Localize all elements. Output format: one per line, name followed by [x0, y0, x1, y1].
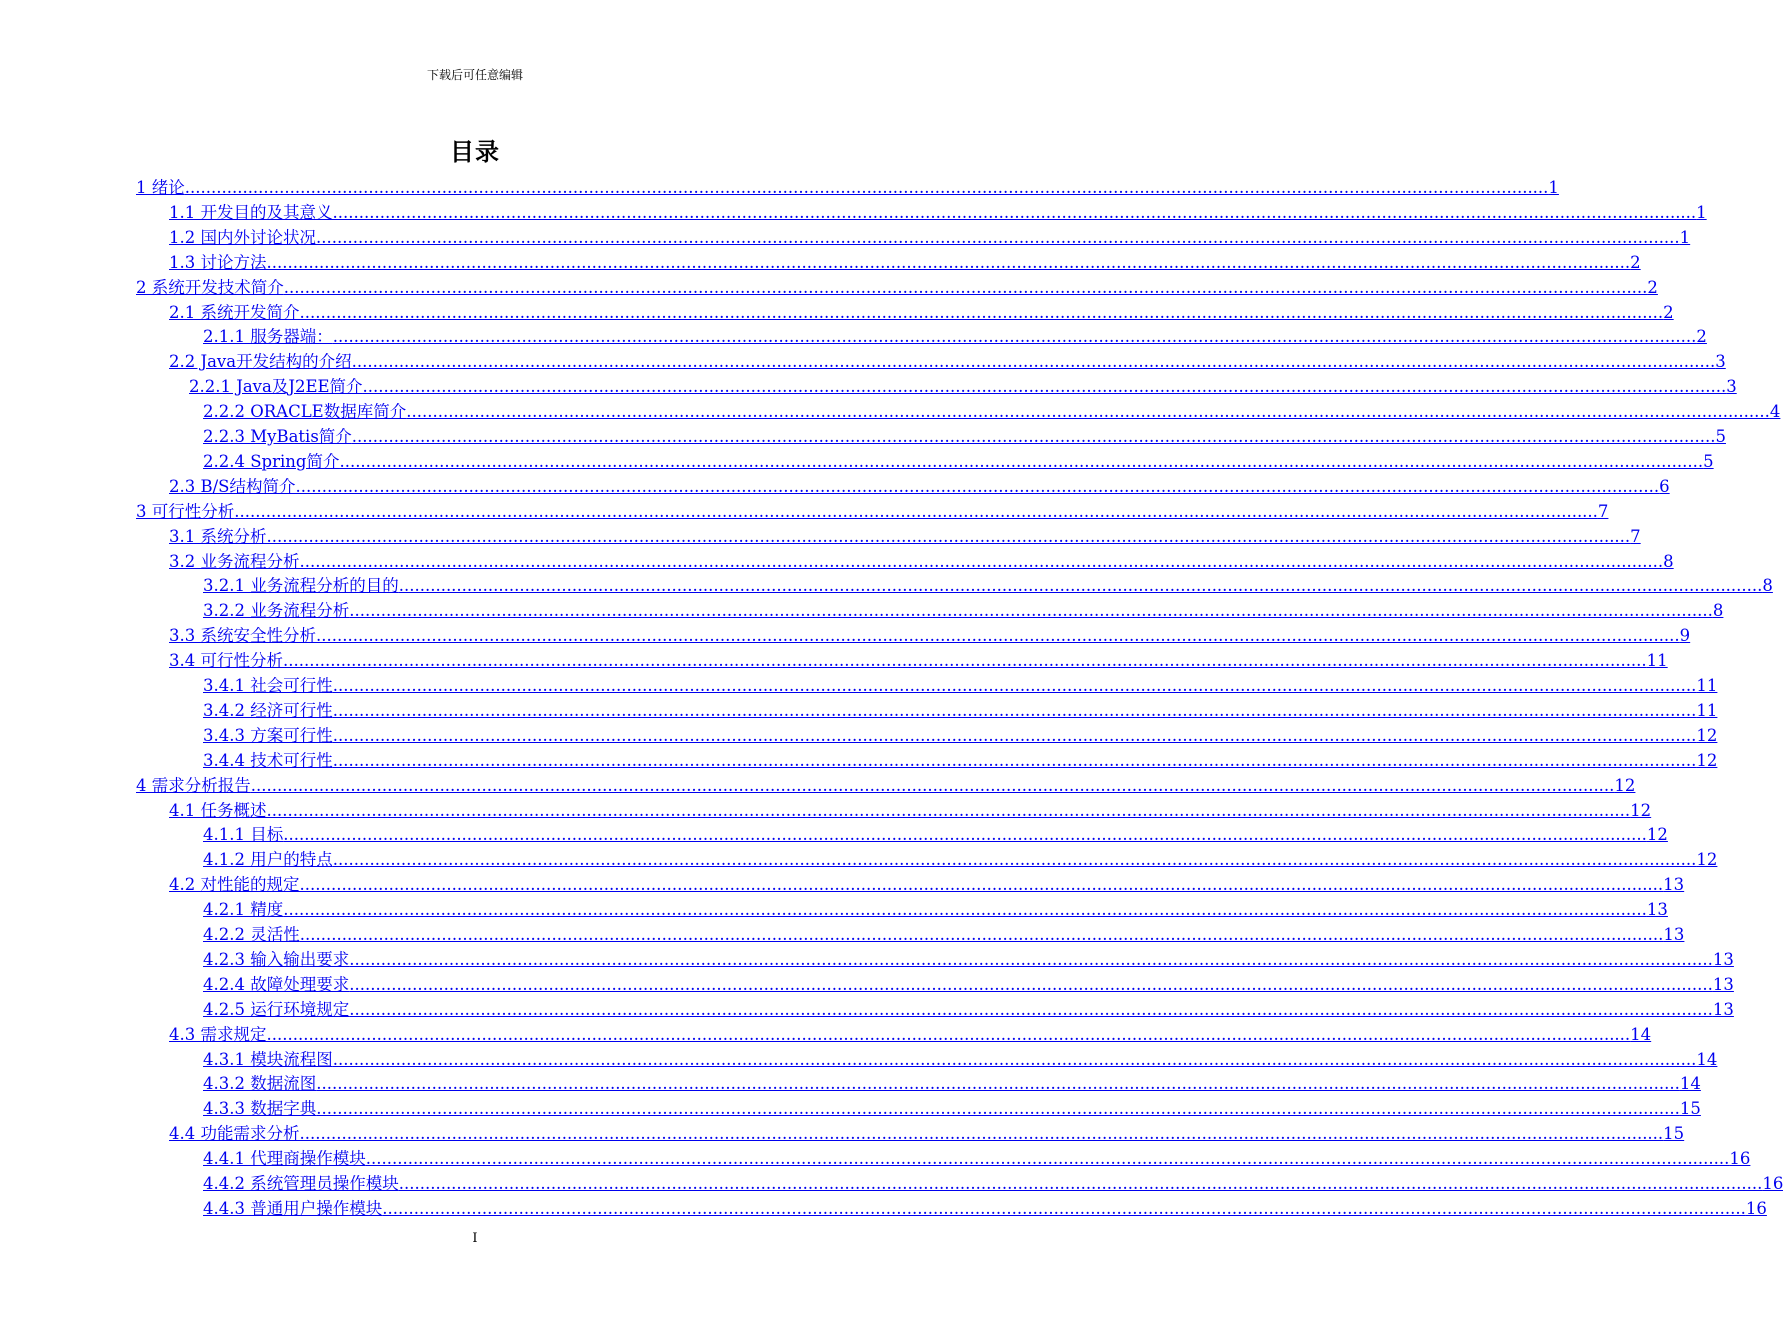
toc-entry-title: 4.1.2 用户的特点	[203, 850, 333, 870]
toc-dot-leader: ....................................................................................................................................................................................................................................................................	[332, 327, 1697, 347]
toc-dot-leader: ....................................................................................................................................................................................................................................................................	[398, 576, 1763, 596]
toc-entry-title: 2.1 系统开发简介	[169, 302, 300, 322]
toc-dot-leader: ....................................................................................................................................................................................................................................................................	[250, 775, 1615, 795]
toc-dot-leader: ....................................................................................................................................................................................................................................................................	[398, 1174, 1763, 1193]
toc-entry[interactable]	[203, 1070, 1701, 1095]
toc-entry[interactable]	[203, 1046, 1718, 1071]
toc-dot-leader: ....................................................................................................................................................................................................................................................................	[283, 900, 1647, 920]
toc-entry[interactable]	[203, 672, 1718, 697]
page-header: 下载后可任意编辑	[426, 68, 523, 82]
toc-dot-leader: ....................................................................................................................................................................................................................................................................	[339, 451, 1704, 471]
toc-entry-title: 4 需求分析报告	[136, 775, 251, 795]
toc-dot-leader: ....................................................................................................................................................................................................................................................................	[362, 377, 1727, 397]
toc-dot-leader: ....................................................................................................................................................................................................................................................................	[295, 476, 1660, 496]
toc-entry-page: 1	[1696, 202, 1707, 222]
toc-entry-page: 5	[1715, 427, 1726, 446]
toc-entry-title: 4.3 需求规定	[169, 1024, 267, 1044]
page-number: I	[472, 1231, 478, 1246]
toc-entry[interactable]	[203, 946, 1734, 971]
toc-entry[interactable]	[203, 747, 1718, 772]
toc-entry[interactable]	[136, 174, 1559, 199]
toc-entry[interactable]	[203, 572, 1773, 597]
toc-entry-title: 3.2.2 业务流程分析	[203, 601, 350, 621]
toc-entry-page: 12	[1696, 725, 1718, 745]
toc-entry[interactable]	[203, 921, 1685, 946]
toc-entry-title: 1.3 讨论方法	[169, 252, 267, 272]
toc-entry-title: 3.4 可行性分析	[169, 651, 283, 671]
toc-dot-leader: ....................................................................................................................................................................................................................................................................	[332, 750, 1697, 770]
toc-entry-title: 3.2.1 业务流程分析的目的	[203, 576, 399, 596]
toc-entry[interactable]	[203, 398, 1781, 423]
toc-entry-page: 2	[1696, 327, 1707, 347]
toc-entry-title: 4.4 功能需求分析	[169, 1124, 300, 1144]
toc-entry[interactable]	[136, 772, 1636, 797]
toc-entry-page: 14	[1630, 1024, 1652, 1044]
toc-entry-page: 13	[1663, 925, 1685, 944]
toc-dot-leader: ....................................................................................................................................................................................................................................................................	[266, 800, 1631, 820]
toc-entry[interactable]	[169, 548, 1674, 573]
toc-dot-leader: ....................................................................................................................................................................................................................................................................	[349, 999, 1713, 1019]
toc-entry[interactable]	[203, 448, 1714, 473]
toc-entry-title: 4.3.1 模块流程图	[203, 1049, 333, 1069]
toc-entry-title: 4.4.2 系统管理员操作模块	[203, 1174, 399, 1193]
toc-dot-leader: ....................................................................................................................................................................................................................................................................	[184, 178, 1549, 197]
toc-entry-title: 3.2 业务流程分析	[169, 551, 300, 571]
toc-entry-page: 8	[1762, 576, 1773, 596]
toc-entry-page: 3	[1715, 352, 1726, 372]
toc-entry-page: 7	[1630, 526, 1641, 546]
toc-entry-title: 4.2.5 运行环境规定	[203, 999, 350, 1019]
toc-entry[interactable]	[203, 821, 1668, 846]
toc-entry-title: 2.1.1 服务器端：	[203, 327, 333, 347]
toc-entry-title: 4.2.3 输入输出要求	[203, 949, 350, 969]
toc-entry-title: 1 绪论	[136, 178, 185, 197]
toc-entry[interactable]	[169, 473, 1670, 498]
toc-entry-title: 2.2.3 MyBatis简介	[203, 427, 352, 446]
toc-entry-page: 13	[1712, 949, 1734, 969]
toc-dot-leader: ....................................................................................................................................................................................................................................................................	[349, 949, 1713, 969]
toc-dot-leader: ....................................................................................................................................................................................................................................................................	[266, 252, 1631, 272]
toc-entry-title: 4.1.1 目标	[203, 825, 284, 845]
toc-entry-page: 15	[1663, 1124, 1685, 1144]
toc-entry-title: 2 系统开发技术简介	[136, 277, 284, 297]
toc-entry[interactable]	[169, 797, 1652, 822]
toc-entry-page: 13	[1712, 974, 1734, 994]
toc-entry-page: 12	[1630, 800, 1652, 820]
toc-dot-leader: ....................................................................................................................................................................................................................................................................	[316, 1074, 1680, 1094]
toc-entry[interactable]	[203, 846, 1718, 871]
toc-title: 目录	[450, 137, 500, 166]
toc-entry-page: 12	[1614, 775, 1636, 795]
toc-entry[interactable]	[169, 1120, 1685, 1145]
toc-dot-leader: ....................................................................................................................................................................................................................................................................	[316, 1099, 1680, 1119]
toc-entry-title: 2.3 B/S结构简介	[169, 476, 296, 496]
toc-dot-leader: ....................................................................................................................................................................................................................................................................	[332, 1049, 1697, 1069]
toc-entry[interactable]	[203, 1195, 1767, 1220]
toc-entry-title: 4.2.2 灵活性	[203, 925, 300, 944]
toc-entry-page: 4	[1769, 402, 1781, 422]
toc-entry[interactable]	[169, 299, 1674, 324]
toc-dot-leader: ....................................................................................................................................................................................................................................................................	[332, 676, 1697, 695]
toc-entry-title: 2.2.4 Spring简介	[203, 451, 340, 471]
toc-entry-title: 4.2.4 故障处理要求	[203, 974, 350, 994]
toc-entry-title: 4.4.3 普通用户操作模块	[203, 1198, 383, 1218]
toc-entry[interactable]	[203, 996, 1734, 1021]
toc-entry-page: 13	[1712, 999, 1734, 1019]
toc-entry[interactable]	[169, 647, 1668, 672]
toc-entry-title: 4.2 对性能的规定	[169, 875, 300, 895]
toc-entry[interactable]	[203, 597, 1724, 622]
toc-entry-title: 4.3.3 数据字典	[203, 1099, 317, 1119]
toc-entry[interactable]	[203, 423, 1726, 448]
toc-entry-page: 14	[1696, 1049, 1718, 1069]
toc-entry-page: 12	[1696, 850, 1718, 870]
toc-entry-title: 3.4.1 社会可行性	[203, 676, 333, 695]
toc-entry-title: 3.4.3 方案可行性	[203, 725, 333, 745]
toc-entry-title: 4.2.1 精度	[203, 900, 284, 920]
toc-entry[interactable]	[169, 199, 1707, 224]
toc-entry[interactable]	[136, 498, 1609, 523]
toc-dot-leader: ....................................................................................................................................................................................................................................................................	[332, 725, 1697, 745]
toc-entry[interactable]	[203, 1170, 1783, 1195]
toc-dot-leader: ....................................................................................................................................................................................................................................................................	[283, 825, 1647, 845]
toc-dot-leader: ....................................................................................................................................................................................................................................................................	[299, 551, 1664, 571]
toc-dot-leader: ....................................................................................................................................................................................................................................................................	[266, 526, 1631, 546]
toc-dot-leader: ....................................................................................................................................................................................................................................................................	[382, 1198, 1746, 1218]
toc-entry-page: 13	[1646, 900, 1668, 920]
toc-entry-page: 12	[1646, 825, 1668, 845]
toc-entry[interactable]	[169, 622, 1691, 647]
toc-entry-title: 1.1 开发目的及其意义	[169, 202, 333, 222]
toc-entry-page: 15	[1679, 1099, 1701, 1119]
toc-entry[interactable]	[203, 1095, 1701, 1120]
toc-dot-leader: ....................................................................................................................................................................................................................................................................	[332, 850, 1697, 870]
toc-dot-leader: ....................................................................................................................................................................................................................................................................	[349, 974, 1713, 994]
toc-dot-leader: ....................................................................................................................................................................................................................................................................	[266, 1024, 1631, 1044]
toc-entry-page: 12	[1696, 750, 1718, 770]
toc-dot-leader: ....................................................................................................................................................................................................................................................................	[406, 402, 1770, 422]
toc-dot-leader: ....................................................................................................................................................................................................................................................................	[349, 601, 1713, 621]
toc-entry-title: 4.4.1 代理商操作模块	[203, 1149, 366, 1169]
toc-entry-title: 1.2 国内外讨论状况	[169, 227, 316, 247]
toc-entry-title: 3.4.2 经济可行性	[203, 700, 333, 720]
toc-dot-leader: ....................................................................................................................................................................................................................................................................	[316, 227, 1680, 247]
toc-entry-page: 2	[1647, 277, 1658, 297]
toc-entry-page: 1	[1548, 178, 1559, 197]
toc-entry-title: 3.1 系统分析	[169, 526, 267, 546]
toc-entry-page: 8	[1712, 601, 1724, 621]
toc-entry-title: 3.3 系统安全性分析	[169, 626, 316, 646]
toc-entry[interactable]	[203, 697, 1718, 722]
toc-dot-leader: ....................................................................................................................................................................................................................................................................	[299, 925, 1664, 944]
toc-entry[interactable]	[169, 871, 1685, 896]
toc-entry-page: 16	[1745, 1198, 1767, 1218]
toc-entry[interactable]	[203, 323, 1707, 348]
toc-entry[interactable]	[169, 1021, 1652, 1046]
toc-entry-page: 9	[1679, 626, 1691, 646]
toc-entry-title: 3 可行性分析	[136, 501, 235, 521]
toc-entry[interactable]	[169, 224, 1691, 249]
toc-entry-page: 1	[1679, 227, 1691, 247]
toc-dot-leader: ....................................................................................................................................................................................................................................................................	[299, 302, 1664, 322]
toc-entry-title: 2.2.1 Java及J2EE简介	[189, 377, 363, 397]
toc-dot-leader: ....................................................................................................................................................................................................................................................................	[365, 1149, 1730, 1169]
toc-dot-leader: ....................................................................................................................................................................................................................................................................	[351, 352, 1716, 372]
toc-entry-page: 16	[1729, 1149, 1751, 1169]
toc-entry-title: 2.2.2 ORACLE数据库简介	[203, 402, 407, 422]
toc-entry[interactable]	[203, 1145, 1751, 1170]
toc-entry-page: 3	[1726, 377, 1737, 397]
toc-entry-title: 3.4.4 技术可行性	[203, 750, 333, 770]
toc-entry-title: 4.1 任务概述	[169, 800, 267, 820]
toc-entry-page: 13	[1663, 875, 1685, 895]
toc-dot-leader: ....................................................................................................................................................................................................................................................................	[299, 1124, 1664, 1144]
toc-entry[interactable]	[189, 373, 1737, 398]
toc-entry-page: 5	[1703, 451, 1714, 471]
toc-entry-page: 11	[1696, 676, 1718, 695]
toc-entry-page: 11	[1646, 651, 1668, 671]
toc-entry-page: 7	[1597, 501, 1609, 521]
toc-entry[interactable]	[136, 274, 1658, 299]
toc-dot-leader: ....................................................................................................................................................................................................................................................................	[283, 277, 1648, 297]
toc-dot-leader: ....................................................................................................................................................................................................................................................................	[332, 700, 1697, 720]
toc-entry[interactable]	[169, 523, 1641, 548]
toc-entry-page: 2	[1663, 302, 1674, 322]
toc-entry-page: 8	[1663, 551, 1674, 571]
toc-entry-page: 2	[1630, 252, 1641, 272]
toc-entry-page: 6	[1659, 476, 1670, 496]
toc-entry[interactable]	[169, 348, 1726, 373]
toc-entry-title: 4.3.2 数据流图	[203, 1074, 317, 1094]
toc-entry-title: 2.2 Java开发结构的介绍	[169, 352, 352, 372]
toc-entry[interactable]	[169, 249, 1641, 274]
toc-dot-leader: ....................................................................................................................................................................................................................................................................	[316, 626, 1680, 646]
toc-dot-leader: ....................................................................................................................................................................................................................................................................	[283, 651, 1647, 671]
toc-dot-leader: ....................................................................................................................................................................................................................................................................	[299, 875, 1664, 895]
toc-entry-page: 14	[1679, 1074, 1701, 1094]
toc-dot-leader: ....................................................................................................................................................................................................................................................................	[234, 501, 1598, 521]
toc-entry-page: 16	[1762, 1174, 1783, 1193]
toc-entry[interactable]	[203, 896, 1668, 921]
toc-dot-leader: ....................................................................................................................................................................................................................................................................	[332, 202, 1697, 222]
toc-entry[interactable]	[203, 722, 1718, 747]
toc-dot-leader: ....................................................................................................................................................................................................................................................................	[351, 427, 1716, 446]
toc-entry-page: 11	[1696, 700, 1718, 720]
toc-entry[interactable]	[203, 971, 1734, 996]
